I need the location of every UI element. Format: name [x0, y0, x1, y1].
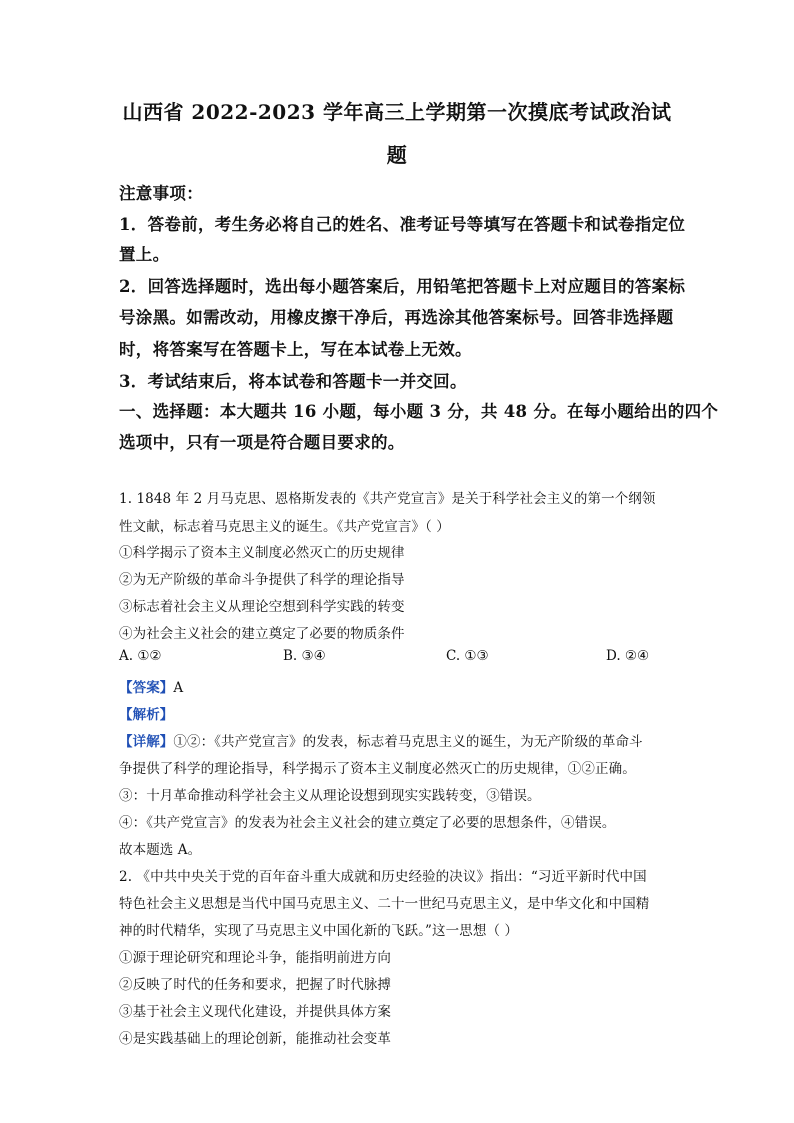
question-1-item: ③标志着社会主义从理论空想到科学实践的转变 — [119, 599, 405, 615]
question-1-detail-line: ③：十月革命推动科学社会主义从理论设想到现实实践转变，③错误。 — [119, 788, 541, 804]
question-1-detail-line: 故本题选 A。 — [119, 842, 202, 858]
question-2-item: ①源于理论研究和理论斗争，能指明前进方向 — [119, 950, 391, 966]
notes-line: 号涂黑。如需改动，用橡皮擦干净后，再选涂其他答案标号。回答非选择题 — [119, 308, 674, 327]
section-heading-continued: 选项中，只有一项是符合题目要求的。 — [119, 433, 405, 452]
answer-value: A — [173, 680, 184, 696]
notes-line: 置上。 — [119, 245, 170, 264]
notes-line: 1．答卷前，考生务必将自己的姓名、准考证号等填写在答题卡和试卷指定位 — [119, 215, 686, 234]
question-1-option-b: B. ③④ — [283, 648, 326, 664]
section-heading: 一、选择题：本大题共 16 小题，每小题 3 分，共 48 分。在每小题给出的四个 — [119, 402, 719, 421]
page-title-continued: 题 — [386, 143, 408, 167]
answer-tag: 【答案】 — [119, 680, 174, 696]
question-1-item: ①科学揭示了资本主义制度必然灭亡的历史规律 — [119, 545, 405, 561]
question-1-item: ②为无产阶级的革命斗争提供了科学的理论指导 — [119, 572, 405, 588]
question-1-option-c: C. ①③ — [446, 648, 489, 664]
question-2-item: ②反映了时代的任务和要求，把握了时代脉搏 — [119, 977, 391, 993]
question-2-item: ③基于社会主义现代化建设，并提供具体方案 — [119, 1004, 391, 1020]
question-1-stem: 1. 1848 年 2 月马克思、恩格斯发表的《共产党宣言》是关于科学社会主义的第一个纲领 — [119, 491, 656, 507]
question-2-stem-continued: 特色社会主义思想是当代中国马克思主义、二十一世纪马克思主义，是中华文化和中国精 — [119, 896, 650, 912]
notes-line: 2．回答选择题时，选出每小题答案后，用铅笔把答题卡上对应题目的答案标 — [119, 277, 686, 296]
question-2-stem: 2. 《中共中央关于党的百年奋斗重大成就和历史经验的决议》指出：“习近平新时代中国 — [119, 869, 647, 885]
question-1-option-d: D. ②④ — [606, 648, 650, 664]
question-1-stem-continued: 性文献，标志着马克思主义的诞生。《共产党宣言》（ ） — [119, 519, 450, 535]
question-2-stem-continued: 神的时代精华，实现了马克思主义中国化新的飞跃。”这一思想（ ） — [119, 923, 519, 939]
detail-text: ①②：《共产党宣言》的发表，标志着马克思主义的诞生，为无产阶级的革命斗 — [173, 734, 643, 750]
analysis-tag: 【解析】 — [119, 707, 174, 723]
question-1-detail-line: ④：《共产党宣言》的发表为社会主义社会的建立奠定了必要的思想条件，④错误。 — [119, 815, 616, 831]
question-1-item: ④为社会主义社会的建立奠定了必要的物质条件 — [119, 626, 405, 642]
notes-line: 3．考试结束后，将本试卷和答题卡一并交回。 — [119, 372, 467, 391]
question-1-answer — [119, 676, 183, 696]
detail-tag: 【详解】 — [119, 734, 174, 750]
question-1-detail — [119, 730, 643, 750]
question-2-item: ④是实践基础上的理论创新，能推动社会变革 — [119, 1031, 391, 1047]
question-1-detail-line: 争提供了科学的理论指导，科学揭示了资本主义制度必然灭亡的历史规律，①②正确。 — [119, 761, 636, 777]
page-title: 山西省 2022-2023 学年高三上学期第一次摸底考试政治试 — [122, 100, 672, 124]
notes-heading: 注意事项： — [119, 184, 203, 203]
question-1-option-a: A. ①② — [119, 648, 162, 664]
notes-line: 时，将答案写在答题卡上，写在本试卷上无效。 — [119, 340, 472, 359]
question-1-analysis — [119, 703, 173, 723]
